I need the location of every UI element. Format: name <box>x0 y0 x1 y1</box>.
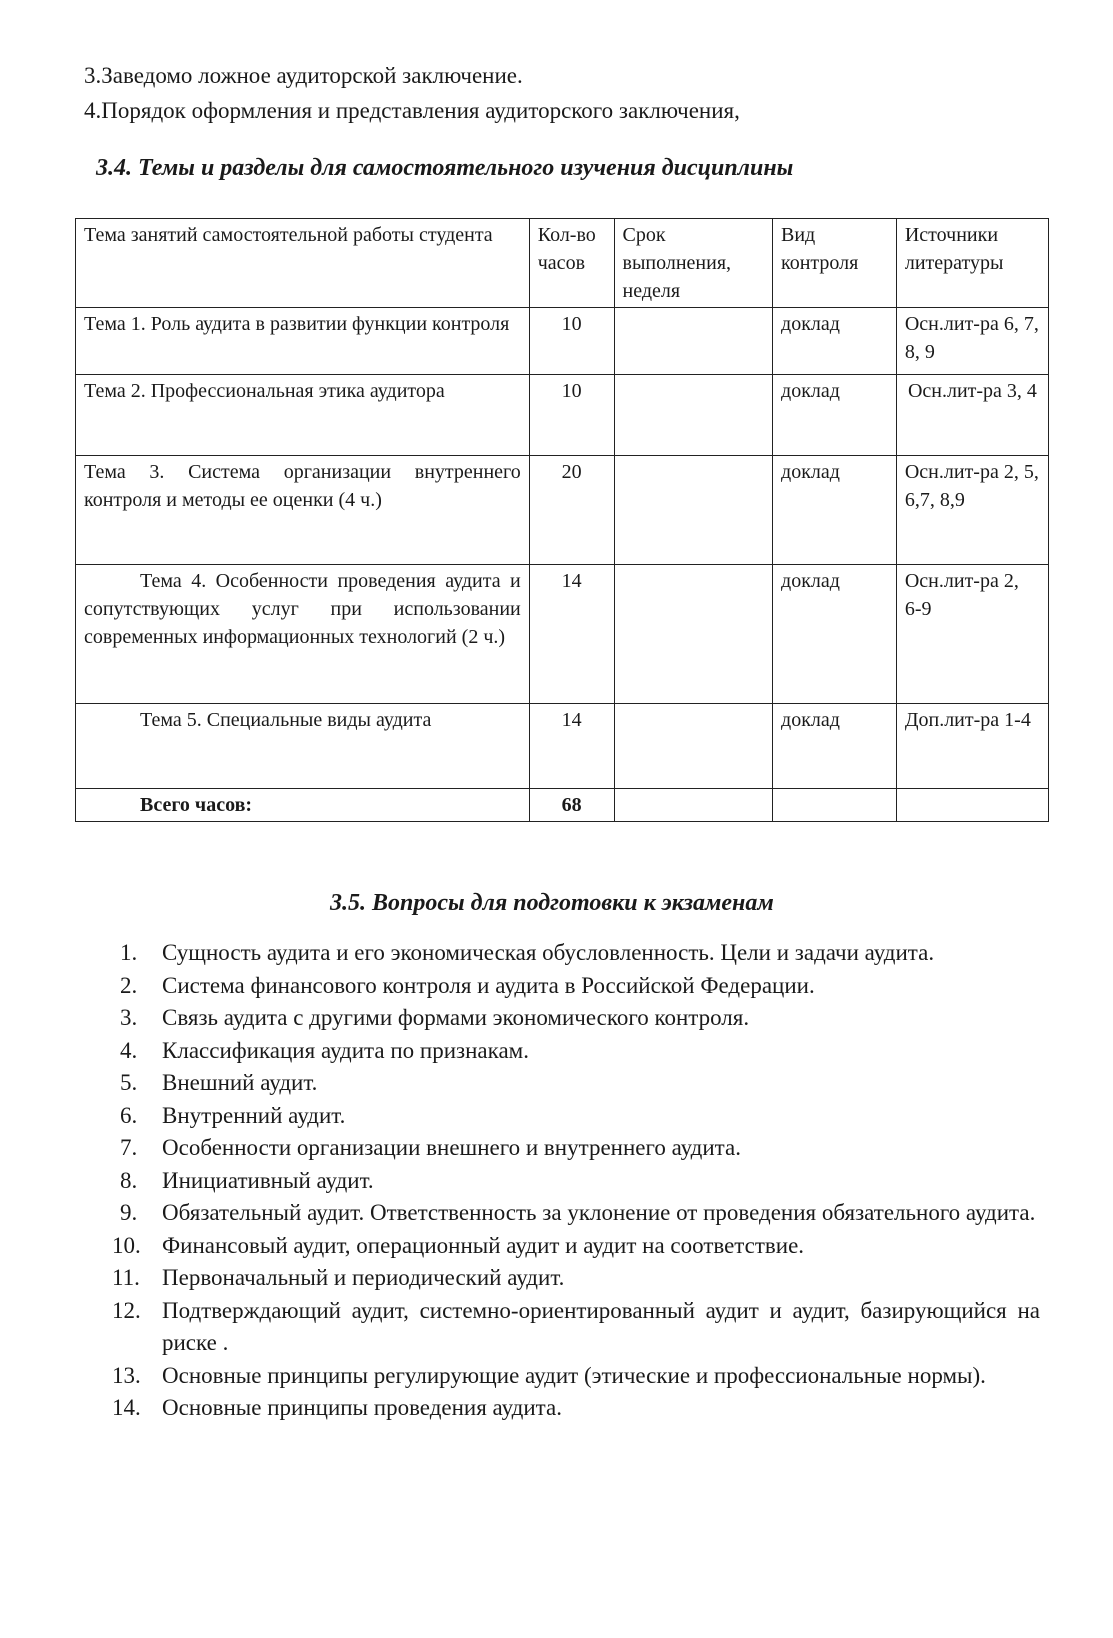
table-header-row <box>76 219 1049 308</box>
question-item <box>112 1230 1040 1263</box>
control-cell: доклад <box>773 308 897 375</box>
question-number: 6. <box>120 1102 138 1128</box>
control-cell: доклад <box>773 375 897 456</box>
hours-cell: 10 <box>529 308 614 375</box>
hours-cell: 14 <box>529 565 614 704</box>
question-number: 3. <box>120 1005 138 1030</box>
sources-cell: Доп.лит-ра 1-4 <box>896 704 1048 789</box>
question-number: 2. <box>120 972 138 998</box>
intro-list <box>84 58 740 128</box>
hours-cell: 14 <box>529 704 614 789</box>
deadline-cell <box>614 704 772 789</box>
table-row <box>76 308 1049 375</box>
hours-cell: 10 <box>529 375 614 456</box>
topic-cell: Тема 1. Роль аудита в развитии функции контроля <box>76 308 530 375</box>
table-row <box>76 565 1049 704</box>
self-study-topics-table <box>75 218 1049 822</box>
question-text: Первоначальный и периодический аудит. <box>162 1265 565 1290</box>
total-empty-cell <box>896 789 1048 822</box>
intro-item: 4.Порядок оформления и представления аудиторского заключения, <box>84 98 740 123</box>
table-row <box>76 456 1049 565</box>
topic-cell: Тема 3. Система организации внутреннего контроля и методы ее оценки (4 ч.) <box>76 456 530 565</box>
control-cell: доклад <box>773 565 897 704</box>
topic-cell: Тема 4. Особенности проведения аудита и сопутствующих услуг при использовании современных информационных технологий (2 ч.) <box>76 565 530 704</box>
question-number: 7. <box>120 1135 138 1160</box>
question-number: 11. <box>112 1265 140 1290</box>
question-text: Система финансового контроля и аудита в Российской Федерации. <box>162 972 815 998</box>
sources-cell: Осн.лит-ра 2, 6-9 <box>896 565 1048 704</box>
deadline-cell <box>614 456 772 565</box>
question-item <box>120 1197 1040 1230</box>
question-item <box>120 1002 1040 1035</box>
question-item <box>120 1067 1040 1100</box>
control-cell: доклад <box>773 456 897 565</box>
question-text: Основные принципы регулирующие аудит (этические и профессиональные нормы). <box>162 1362 986 1388</box>
question-text: Сущность аудита и его экономическая обусловленность. Цели и задачи аудита. <box>162 940 935 965</box>
table-row <box>76 704 1049 789</box>
topic-cell: Тема 5. Специальные виды аудита <box>76 704 530 789</box>
hours-cell: 20 <box>529 456 614 565</box>
deadline-cell <box>614 308 772 375</box>
header-control: Вид контроля <box>773 219 897 308</box>
section-heading-3-4: 3.4. Темы и разделы для самостоятельного изучения дисциплины <box>96 155 794 181</box>
section-heading-3-5: 3.5. Вопросы для подготовки к экзаменам <box>330 890 774 916</box>
question-item <box>112 1360 1040 1393</box>
question-text: Внешний аудит. <box>162 1070 318 1095</box>
table-total-row <box>76 789 1049 822</box>
question-item <box>112 1295 1040 1360</box>
total-empty-cell <box>614 789 772 822</box>
question-item <box>120 970 1040 1003</box>
question-text: Классификация аудита по признакам. <box>162 1037 529 1063</box>
question-number: 8. <box>120 1167 138 1193</box>
deadline-cell <box>614 565 772 704</box>
question-text: Внутренний аудит. <box>162 1102 346 1128</box>
exam-questions-list <box>112 937 1040 1425</box>
header-sources: Источники литературы <box>896 219 1048 308</box>
question-item <box>120 937 1040 970</box>
question-number: 12. <box>112 1297 141 1323</box>
question-text: Основные принципы проведения аудита. <box>162 1395 562 1420</box>
question-item <box>112 1392 1040 1425</box>
question-text: Финансовый аудит, операционный аудит и аудит на соответствие. <box>162 1232 805 1258</box>
question-text: Инициативный аудит. <box>162 1167 374 1193</box>
question-number: 5. <box>120 1070 138 1095</box>
question-number: 4. <box>120 1037 138 1063</box>
question-text: Подтверждающий аудит, системно-ориентированный аудит и аудит, базирующийся на риске . <box>162 1297 1040 1355</box>
total-hours: 68 <box>529 789 614 822</box>
question-item <box>120 1100 1040 1133</box>
table-row <box>76 375 1049 456</box>
question-number: 1. <box>120 940 138 965</box>
header-topic: Тема занятий самостоятельной работы студента <box>76 219 530 308</box>
question-number: 9. <box>120 1200 138 1225</box>
control-cell: доклад <box>773 704 897 789</box>
header-deadline: Срок выполнения, неделя <box>614 219 772 308</box>
question-item <box>112 1262 1040 1295</box>
question-number: 13. <box>112 1362 141 1388</box>
topic-cell: Тема 2. Профессиональная этика аудитора <box>76 375 530 456</box>
deadline-cell <box>614 375 772 456</box>
header-hours: Кол-во часов <box>529 219 614 308</box>
question-text: Обязательный аудит. Ответственность за уклонение от проведения обязательного аудита. <box>162 1200 1036 1225</box>
sources-cell: Осн.лит-ра 6, 7, 8, 9 <box>896 308 1048 375</box>
question-number: 14. <box>112 1395 141 1420</box>
sources-cell: Осн.лит-ра 2, 5, 6,7, 8,9 <box>896 456 1048 565</box>
question-item <box>120 1132 1040 1165</box>
sources-cell: Осн.лит-ра 3, 4 <box>896 375 1048 456</box>
question-item <box>120 1035 1040 1068</box>
total-label: Всего часов: <box>76 789 530 822</box>
question-text: Связь аудита с другими формами экономического контроля. <box>162 1005 750 1030</box>
intro-item: 3.Заведомо ложное аудиторской заключение. <box>84 63 523 88</box>
total-empty-cell <box>773 789 897 822</box>
question-item <box>120 1165 1040 1198</box>
question-number: 10. <box>112 1232 141 1258</box>
question-text: Особенности организации внешнего и внутреннего аудита. <box>162 1135 741 1160</box>
